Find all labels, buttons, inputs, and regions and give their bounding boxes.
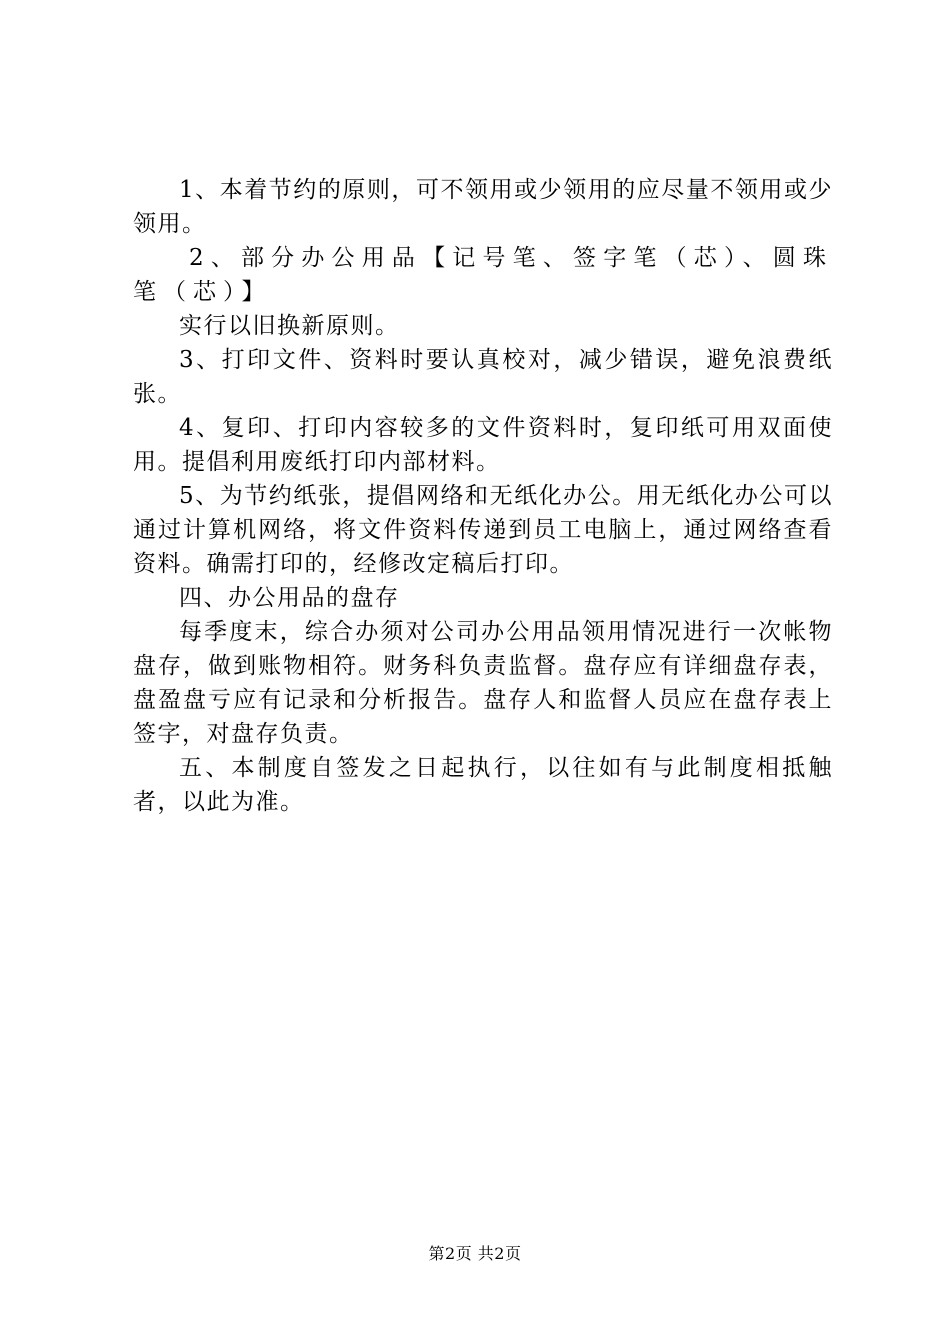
paragraph-office-supplies-list: 2、部分办公用品【记号笔、签字笔（芯）、圆珠笔（芯）】 <box>133 245 833 305</box>
section-heading-inventory: 四、办公用品的盘存 <box>179 585 400 611</box>
document-body <box>133 173 833 819</box>
page-number-footer: 第2页 共2页 <box>428 1244 522 1263</box>
paragraph-print-proofread: 3、打印文件、资料时要认真校对，减少错误，避免浪费纸张。 <box>133 347 833 407</box>
paragraph-frugal-principle: 1、本着节约的原则，可不领用或少领用的应尽量不领用或少领用。 <box>133 177 833 237</box>
paragraph-paperless-office: 5、为节约纸张，提倡网络和无纸化办公。用无纸化办公可以通过计算机网络，将文件资料传递到员工电脑上，通过网络查看资料。确需打印的，经修改定稿后打印。 <box>133 483 833 577</box>
paragraph-double-sided: 4、复印、打印内容较多的文件资料时，复印纸可用双面使用。提倡利用废纸打印内部材料。 <box>133 415 833 475</box>
paragraph-exchange-rule: 实行以旧换新原则。 <box>179 313 400 339</box>
paragraph-quarterly-inventory: 每季度末，综合办须对公司办公用品领用情况进行一次帐物盘存，做到账物相符。财务科负责监督。盘存应有详细盘存表，盘盈盘亏应有记录和分析报告。盘存人和监督人员应在盘存表上签字，对盘存负责。 <box>133 619 833 747</box>
paragraph-effective-date: 五、本制度自签发之日起执行，以往如有与此制度相抵触者，以此为准。 <box>133 755 833 815</box>
